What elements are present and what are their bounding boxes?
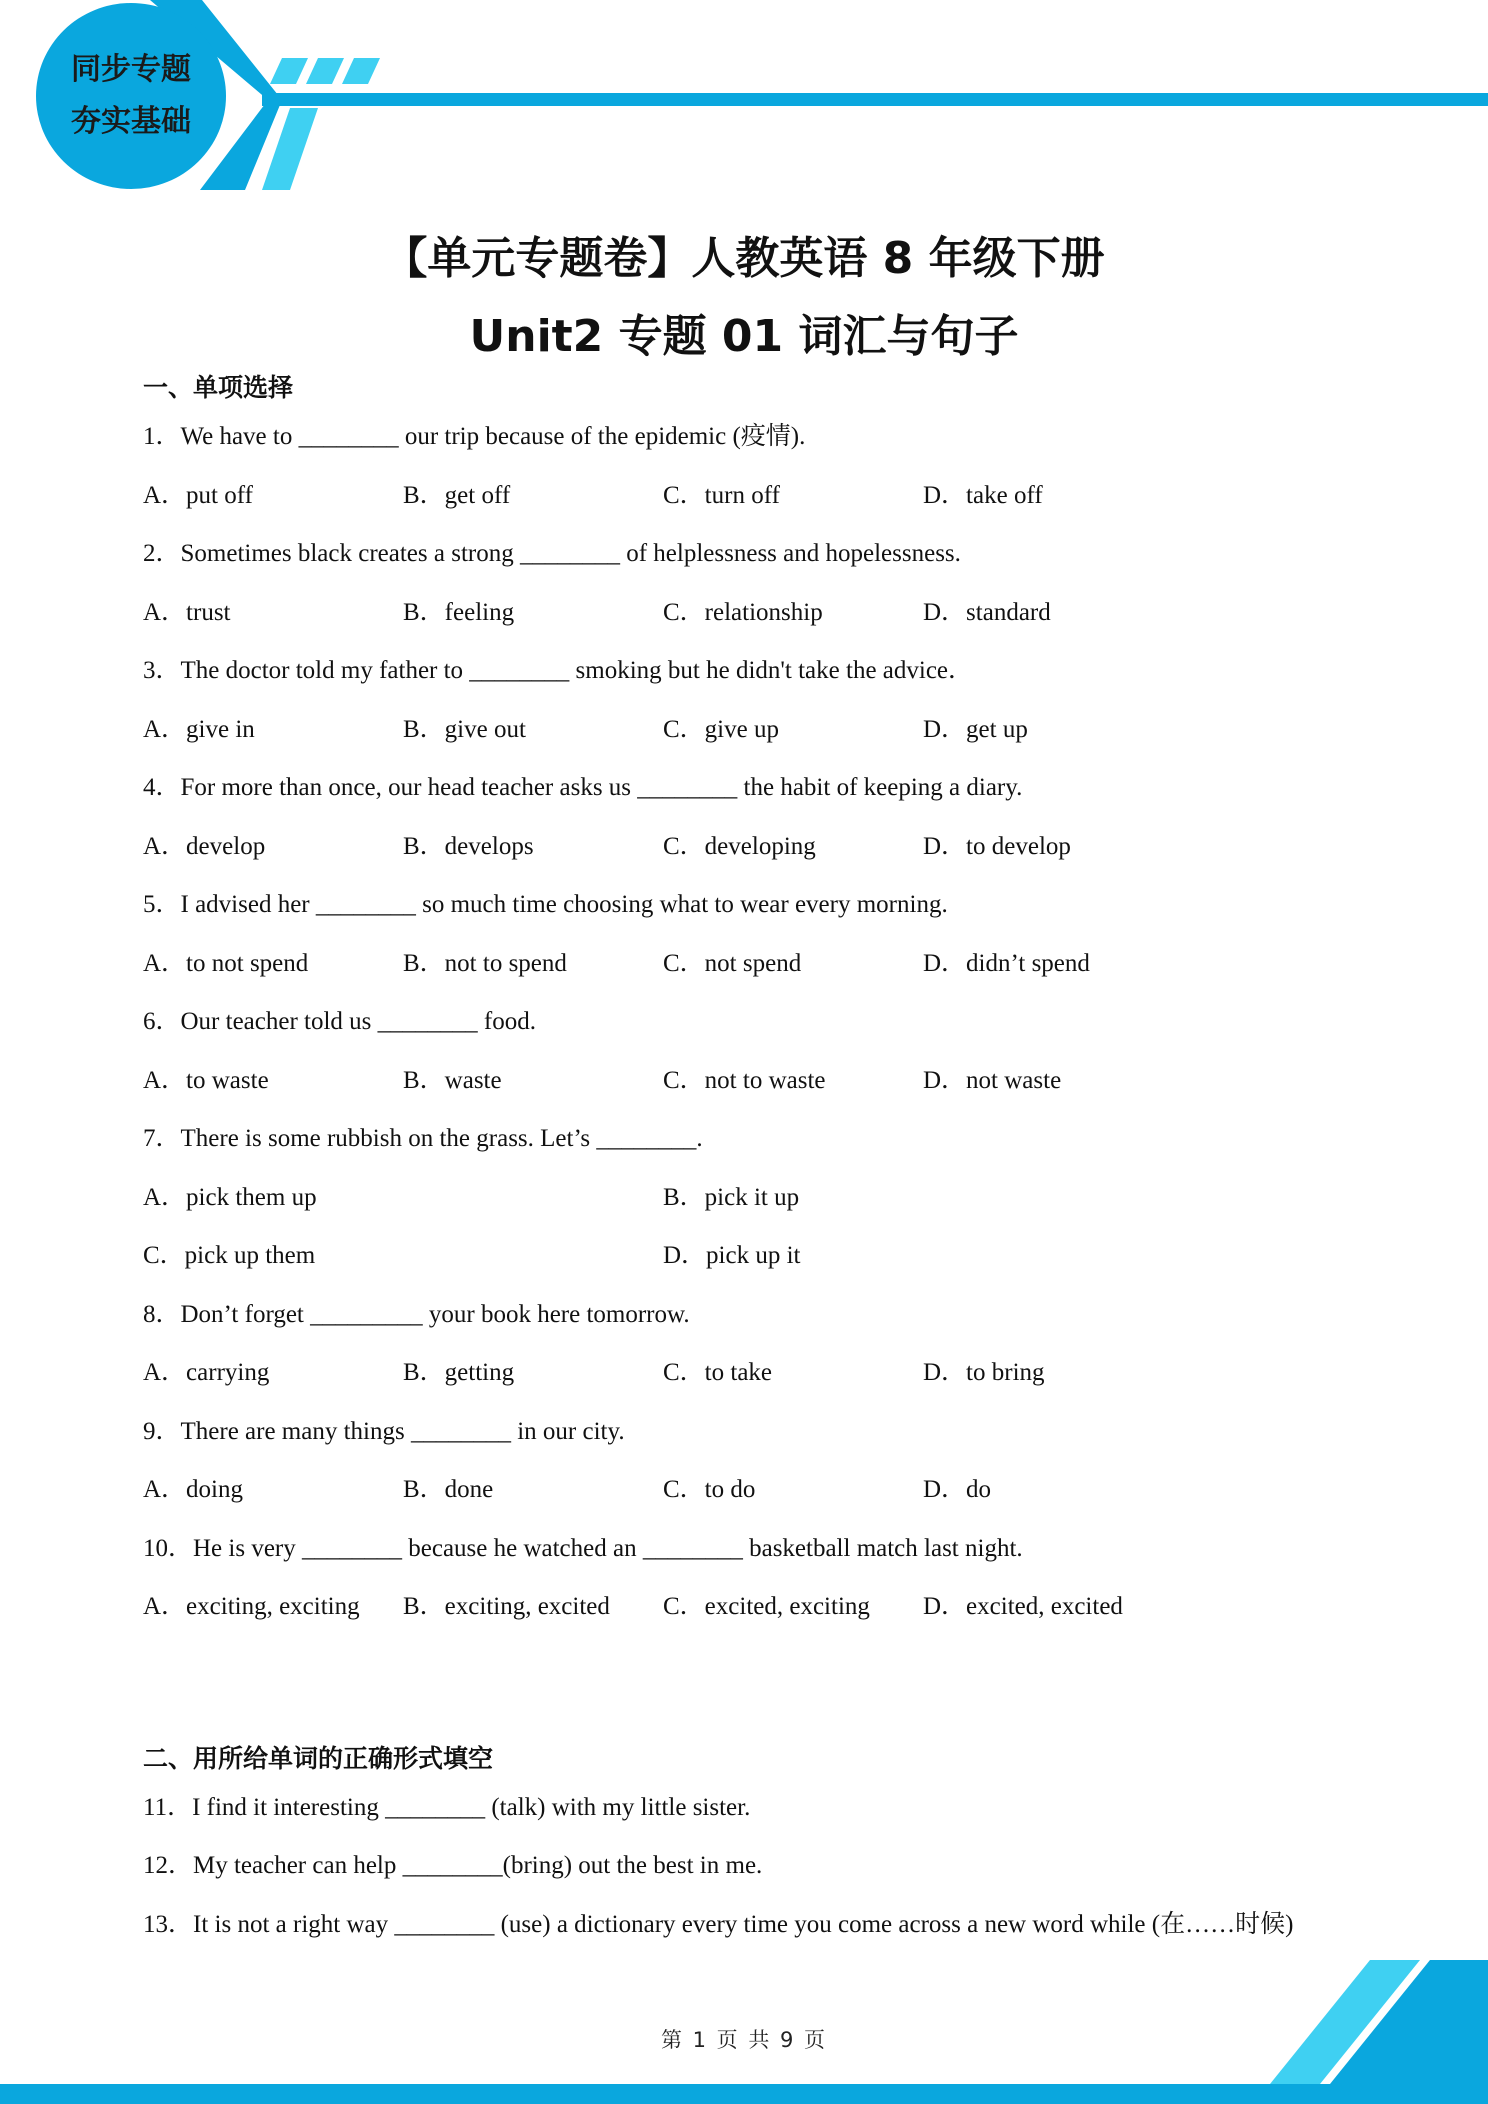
question-4: 4．For more than once, our head teacher asks us ________ the habit of keeping a diary.	[143, 774, 1023, 801]
question-5-option-a: A．to not spend	[143, 949, 309, 977]
question-6-option-d: D．not waste	[923, 1066, 1062, 1094]
question-10-option-c: C．excited, exciting	[663, 1593, 870, 1620]
page-footer: 第 1 页 共 9 页	[660, 2028, 828, 2052]
question-10-option-b: B．exciting, excited	[403, 1593, 610, 1620]
question-2-option-c: C．relationship	[663, 598, 823, 626]
options-row	[143, 1227, 1373, 1286]
badge-line-2: 夯实基础	[71, 104, 191, 139]
question-2-option-b: B．feeling	[403, 598, 515, 626]
options-row	[143, 818, 1373, 877]
section-2-questions	[143, 1779, 1373, 1955]
question-8: 8．Don’t forget _________ your book here tomorrow.	[143, 1300, 690, 1328]
footer-decoration	[0, 1950, 1488, 2104]
header-dash-2	[306, 58, 344, 84]
question-10: 10．He is very ________ because he watched an ________ basketball match last night.	[143, 1534, 1023, 1562]
question-4-option-d: D．to develop	[923, 832, 1071, 860]
badge-line-1: 同步专题	[71, 52, 191, 87]
header-badge	[36, 3, 226, 189]
options-row	[143, 467, 1373, 526]
question-4-option-a: A．develop	[143, 832, 266, 860]
question-6: 6．Our teacher told us ________ food.	[143, 1008, 536, 1035]
question-5-option-d: D．didn’t spend	[923, 949, 1090, 977]
document-subtitle: Unit2 专题 01 词汇与句子	[469, 311, 1019, 362]
question-1-option-d: D．take off	[923, 481, 1043, 509]
header-dash-1	[270, 58, 308, 84]
question-1: 1．We have to ________ our trip because of the epidemic (疫情).	[143, 423, 806, 450]
options-row	[143, 1344, 1373, 1403]
document-title: 【单元专题卷】人教英语 8 年级下册	[383, 233, 1105, 284]
question-5-option-b: B．not to spend	[403, 949, 567, 977]
question-3-option-b: B．give out	[403, 715, 526, 743]
question-7-option-d: D．pick up it	[663, 1242, 801, 1269]
footer-stripe	[0, 2084, 1488, 2104]
question-5: 5．I advised her ________ so much time choosing what to wear every morning.	[143, 891, 948, 918]
question-3: 3．The doctor told my father to ________ smoking but he didn't take the advice．	[143, 657, 974, 684]
question-6-option-a: A．to waste	[143, 1066, 269, 1094]
question-2-option-a: A．trust	[143, 598, 231, 626]
question-9-option-d: D．do	[923, 1476, 992, 1503]
question-8-option-d: D．to bring	[923, 1359, 1045, 1386]
options-row	[143, 1052, 1373, 1111]
question-10-option-a: A．exciting, exciting	[143, 1593, 360, 1620]
question-6-option-b: B．waste	[403, 1066, 502, 1094]
question-4-option-b: B．develops	[403, 832, 534, 860]
section-1-questions	[143, 408, 1373, 1637]
question-9-option-a: A．doing	[143, 1476, 244, 1503]
question-4-option-c: C．developing	[663, 832, 816, 860]
options-row	[143, 1461, 1373, 1520]
question-7-option-c: C．pick up them	[143, 1242, 316, 1269]
question-1-option-a: A．put off	[143, 481, 253, 509]
question-1-option-c: C．turn off	[663, 481, 780, 509]
question-7-option-b: B．pick it up	[663, 1183, 800, 1211]
header-dash-3	[342, 58, 380, 84]
question-7: 7．There is some rubbish on the grass. Let’s ________.	[143, 1125, 703, 1152]
header-stripe	[262, 93, 1488, 106]
question-9-option-c: C．to do	[663, 1476, 756, 1503]
options-row	[143, 935, 1373, 994]
question-3-option-a: A．give in	[143, 715, 255, 743]
question-10-option-d: D．excited, excited	[923, 1593, 1123, 1620]
section-1-heading: 一、单项选择	[143, 373, 294, 402]
question-3-option-d: D．get up	[923, 715, 1028, 743]
question-6-option-c: C．not to waste	[663, 1066, 826, 1094]
question-13: 13．It is not a right way ________ (use) a dictionary every time you come across a new word while (在……时候)	[143, 1910, 1294, 1938]
question-8-option-b: B．getting	[403, 1359, 515, 1386]
section-spacer	[143, 1637, 1373, 1739]
section-2-heading: 二、用所给单词的正确形式填空	[143, 1743, 494, 1773]
options-row	[143, 1169, 1373, 1228]
question-9-option-b: B．done	[403, 1476, 494, 1503]
question-2: 2．Sometimes black creates a strong ________ of helplessness and hopelessness.	[143, 540, 961, 567]
question-2-option-d: D．standard	[923, 598, 1051, 626]
question-8-option-a: A．carrying	[143, 1359, 270, 1386]
question-12: 12．My teacher can help ________(bring) out the best in me.	[143, 1852, 763, 1879]
question-7-option-a: A．pick them up	[143, 1183, 317, 1211]
document-body	[143, 368, 1373, 1954]
question-1-option-b: B．get off	[403, 481, 511, 509]
question-9: 9．There are many things ________ in our city.	[143, 1417, 625, 1445]
options-row	[143, 1578, 1373, 1637]
question-3-option-c: C．give up	[663, 715, 779, 743]
question-5-option-c: C．not spend	[663, 949, 802, 977]
options-row	[143, 584, 1373, 643]
options-row	[143, 701, 1373, 760]
question-11: 11．I find it interesting ________ (talk) with my little sister.	[143, 1793, 751, 1821]
question-8-option-c: C．to take	[663, 1359, 773, 1386]
